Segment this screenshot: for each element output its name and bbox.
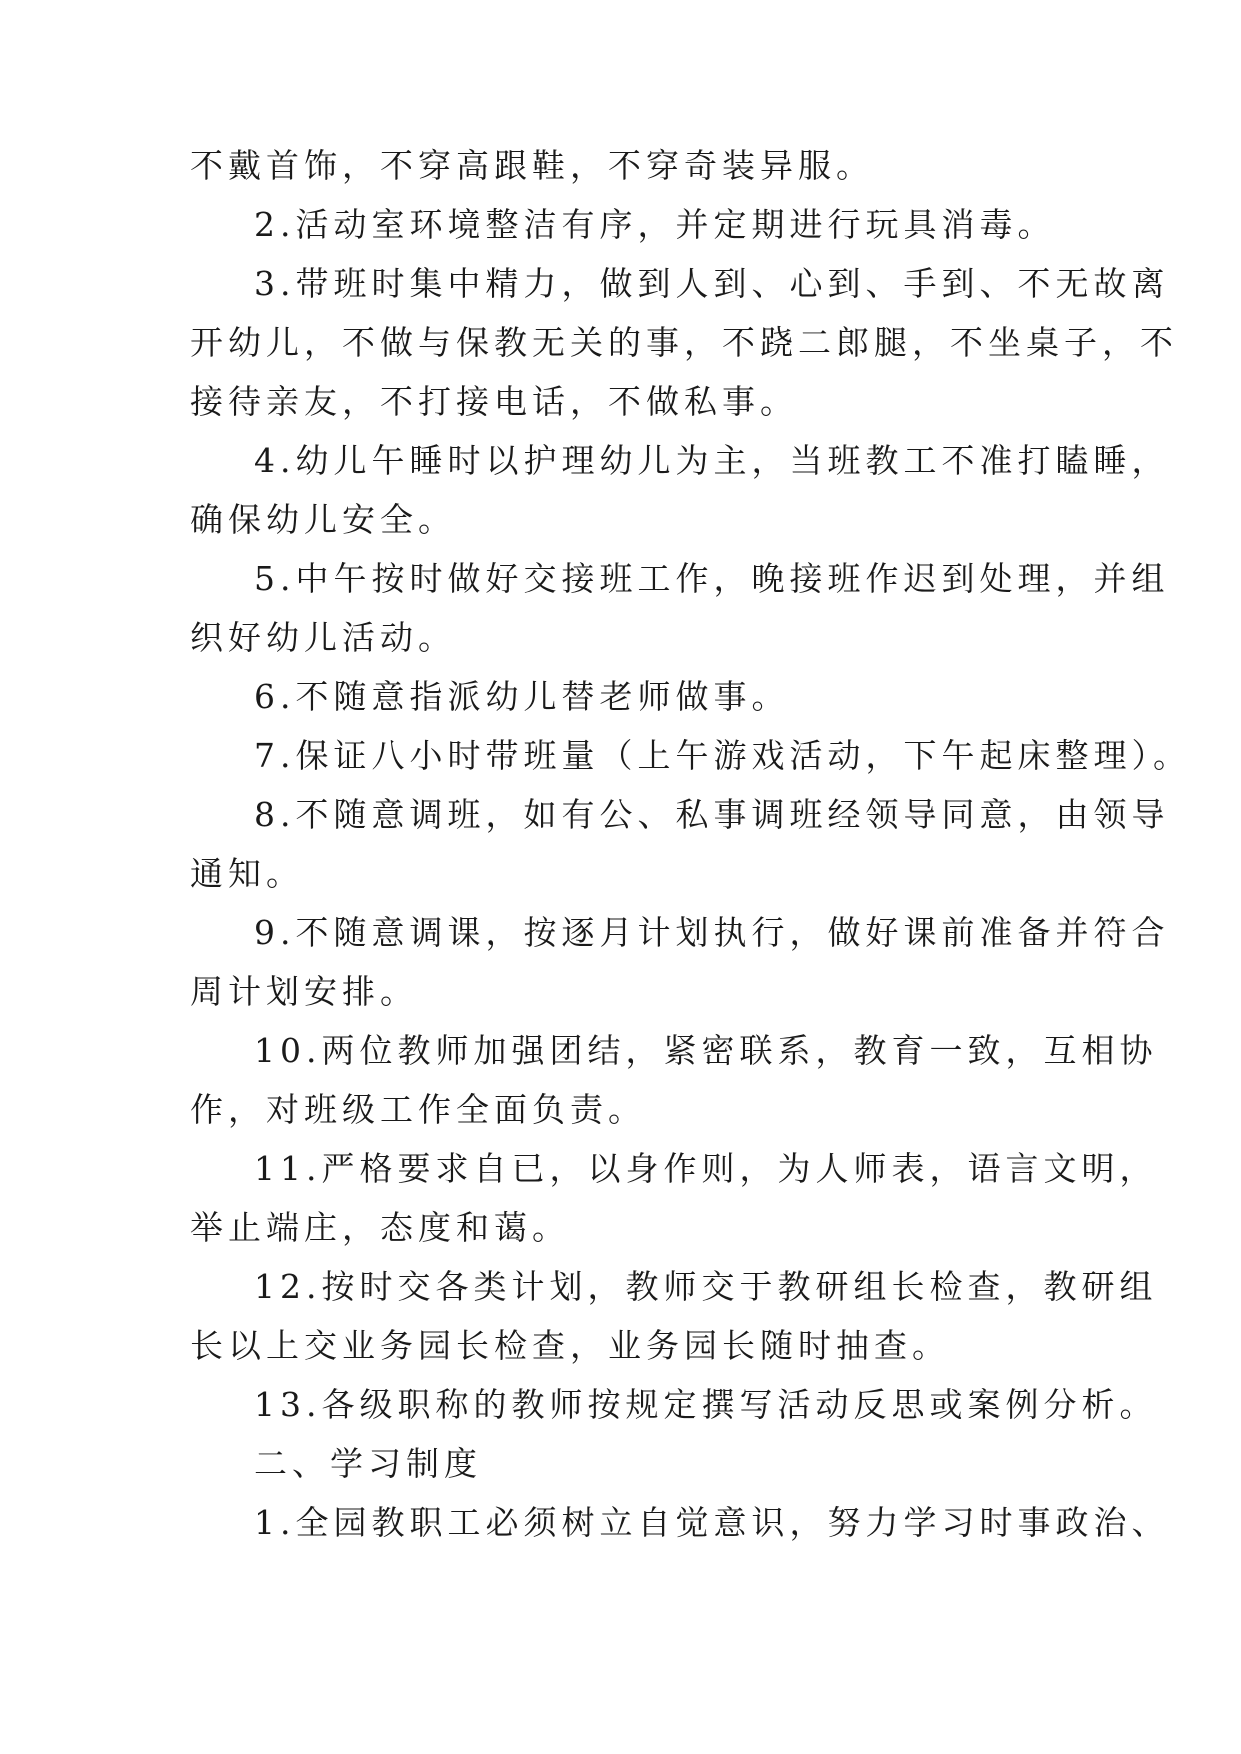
section-heading: 二、学习制度	[254, 1444, 482, 1483]
text-line: 7.保证八小时带班量（上午游戏活动，下午起床整理）。	[254, 736, 1191, 775]
text-line: 6.不随意指派幼儿替老师做事。	[254, 677, 790, 716]
text-line: 4.幼儿午睡时以护理幼儿为主，当班教工不准打瞌睡，	[254, 441, 1170, 480]
text-line: 9.不随意调课，按逐月计划执行，做好课前准备并符合	[254, 913, 1170, 952]
text-line: 2.活动室环境整洁有序，并定期进行玩具消毒。	[254, 205, 1056, 244]
text-line: 3.带班时集中精力，做到人到、心到、手到、不无故离	[254, 264, 1170, 303]
text-line: 1.全园教职工必须树立自觉意识，努力学习时事政治、	[254, 1503, 1170, 1542]
text-line: 举止端庄，态度和蔼。	[190, 1208, 570, 1247]
text-line: 织好幼儿活动。	[190, 618, 456, 657]
text-line: 作，对班级工作全面负责。	[190, 1090, 646, 1129]
text-line: 周计划安排。	[190, 972, 418, 1011]
text-line: 确保幼儿安全。	[190, 500, 456, 539]
text-line: 10.两位教师加强团结，紧密联系，教育一致，互相协	[254, 1031, 1158, 1070]
text-line: 通知。	[190, 854, 304, 893]
text-line: 开幼儿，不做与保教无关的事，不跷二郎腿，不坐桌子，不	[190, 323, 1178, 362]
text-line: 5.中午按时做好交接班工作，晚接班作迟到处理，并组	[254, 559, 1170, 598]
text-line: 12.按时交各类计划，教师交于教研组长检查，教研组	[254, 1267, 1158, 1306]
text-line: 8.不随意调班，如有公、私事调班经领导同意，由领导	[254, 795, 1170, 834]
text-line: 不戴首饰，不穿高跟鞋，不穿奇装异服。	[190, 146, 874, 185]
text-line: 长以上交业务园长检查，业务园长随时抽查。	[190, 1326, 950, 1365]
text-line: 13.各级职称的教师按规定撰写活动反思或案例分析。	[254, 1385, 1158, 1424]
text-line: 11.严格要求自已，以身作则，为人师表，语言文明，	[254, 1149, 1158, 1188]
text-line: 接待亲友，不打接电话，不做私事。	[190, 382, 798, 421]
